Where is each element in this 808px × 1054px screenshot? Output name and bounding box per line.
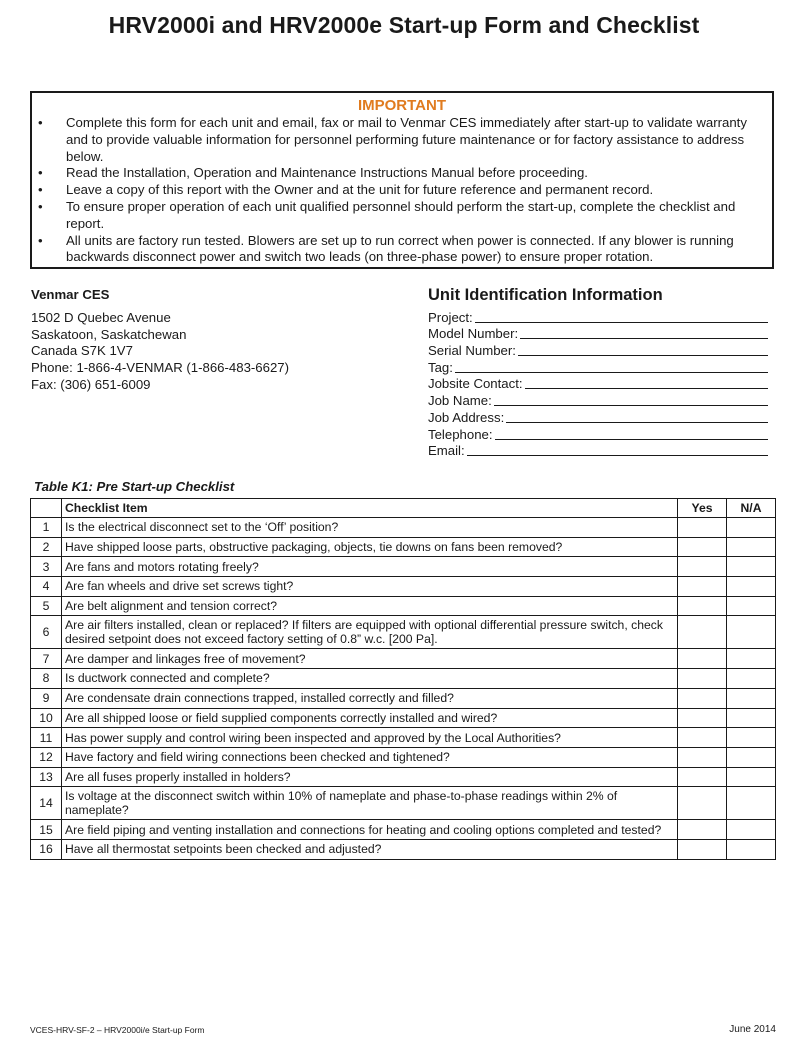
yes-cell[interactable] xyxy=(678,537,727,557)
row-number: 11 xyxy=(31,728,62,748)
unit-identification-section xyxy=(428,286,768,458)
row-item: Have factory and field wiring connections been checked and tightened? xyxy=(62,747,678,767)
na-cell[interactable] xyxy=(727,537,776,557)
row-number: 1 xyxy=(31,518,62,538)
yes-cell[interactable] xyxy=(678,787,727,820)
row-number: 5 xyxy=(31,596,62,616)
tag-field[interactable] xyxy=(428,358,768,375)
row-item: Are belt alignment and tension correct? xyxy=(62,596,678,616)
company-city: Saskatoon, Saskatchewan xyxy=(31,326,187,342)
row-item: Is the electrical disconnect set to the ‘Off’ position? xyxy=(62,518,678,538)
na-cell[interactable] xyxy=(727,839,776,859)
row-number: 14 xyxy=(31,787,62,820)
row-number: 13 xyxy=(31,767,62,787)
yes-cell[interactable] xyxy=(678,767,727,787)
na-cell[interactable] xyxy=(727,669,776,689)
job-name-label: Job Name: xyxy=(428,393,492,409)
yes-cell[interactable] xyxy=(678,649,727,669)
row-number: 9 xyxy=(31,688,62,708)
tag-label: Tag: xyxy=(428,359,453,375)
company-street: 1502 D Quebec Avenue xyxy=(31,309,171,325)
yes-cell[interactable] xyxy=(678,518,727,538)
yes-cell[interactable] xyxy=(678,747,727,767)
na-cell[interactable] xyxy=(727,596,776,616)
na-cell[interactable] xyxy=(727,747,776,767)
na-cell[interactable] xyxy=(727,649,776,669)
row-number: 10 xyxy=(31,708,62,728)
header-na: N/A xyxy=(727,499,776,518)
table-row xyxy=(31,518,776,538)
row-number: 16 xyxy=(31,839,62,859)
row-item: Are fan wheels and drive set screws tight? xyxy=(62,577,678,597)
important-bullet-list xyxy=(32,115,772,266)
na-cell[interactable] xyxy=(727,557,776,577)
row-number: 12 xyxy=(31,747,62,767)
important-bullet: • To ensure proper operation of each unit qualified personnel should perform the start-up, complete the checklist and report. xyxy=(66,199,756,233)
header-number xyxy=(31,499,62,518)
table-row xyxy=(31,616,776,649)
job-address-input-line[interactable] xyxy=(506,410,768,423)
row-number: 6 xyxy=(31,616,62,649)
model-number-label: Model Number: xyxy=(428,326,519,342)
table-row xyxy=(31,669,776,689)
important-bullet: • Leave a copy of this report with the Owner and at the unit for future reference and permanent record. xyxy=(66,182,756,199)
row-number: 8 xyxy=(31,669,62,689)
na-cell[interactable] xyxy=(727,767,776,787)
serial-number-input-line[interactable] xyxy=(518,343,768,356)
yes-cell[interactable] xyxy=(678,688,727,708)
row-item: Is voltage at the disconnect switch within 10% of nameplate and phase-to-phase readings within 2% of nameplate? xyxy=(62,787,678,820)
company-phone: Phone: 1-866-4-VENMAR (1-866-483-6627) xyxy=(31,360,290,376)
row-number: 7 xyxy=(31,649,62,669)
tag-input-line[interactable] xyxy=(455,360,768,373)
company-address-block xyxy=(31,287,289,394)
yes-cell[interactable] xyxy=(678,820,727,840)
na-cell[interactable] xyxy=(727,728,776,748)
table-header-row xyxy=(31,499,776,518)
company-postal: Canada S7K 1V7 xyxy=(31,343,133,359)
pre-startup-checklist-table xyxy=(30,498,776,860)
email-input-line[interactable] xyxy=(467,443,768,456)
page-title: HRV2000i and HRV2000e Start-up Form and Checklist xyxy=(108,12,700,38)
model-number-input-line[interactable] xyxy=(520,326,768,339)
header-yes: Yes xyxy=(678,499,727,518)
important-bullet: • All units are factory run tested. Blowers are set up to run correct when power is connected. If any blower is running backwards disconnect power and switch two leads (on three-phase power) to ensure proper rotation. xyxy=(66,233,756,267)
project-label: Project: xyxy=(428,309,473,325)
table-row xyxy=(31,577,776,597)
table-row xyxy=(31,688,776,708)
na-cell[interactable] xyxy=(727,577,776,597)
email-field[interactable] xyxy=(428,442,768,459)
yes-cell[interactable] xyxy=(678,557,727,577)
row-item: Are field piping and venting installation and connections for heating and cooling options completed and tested? xyxy=(62,820,678,840)
yes-cell[interactable] xyxy=(678,708,727,728)
unit-identification-heading: Unit Identification Information xyxy=(428,286,663,304)
row-number: 3 xyxy=(31,557,62,577)
table-row xyxy=(31,787,776,820)
row-item: Has power supply and control wiring been inspected and approved by the Local Authorities? xyxy=(62,728,678,748)
important-bullet: • Complete this form for each unit and email, fax or mail to Venmar CES immediately after start-up to validate warranty and to provide valuable information for personnel performing future maintenance or for factory assistance to address below. xyxy=(66,115,756,165)
yes-cell[interactable] xyxy=(678,728,727,748)
company-name: Venmar CES xyxy=(31,287,110,302)
table-row xyxy=(31,537,776,557)
yes-cell[interactable] xyxy=(678,839,727,859)
table-row xyxy=(31,839,776,859)
row-item: Are all fuses properly installed in holders? xyxy=(62,767,678,787)
serial-number-label: Serial Number: xyxy=(428,343,516,359)
yes-cell[interactable] xyxy=(678,577,727,597)
table-row xyxy=(31,557,776,577)
row-item: Are condensate drain connections trapped, installed correctly and filled? xyxy=(62,688,678,708)
yes-cell[interactable] xyxy=(678,596,727,616)
row-number: 2 xyxy=(31,537,62,557)
footer-date: June 2014 xyxy=(729,1024,776,1035)
email-label: Email: xyxy=(428,443,465,459)
job-address-label: Job Address: xyxy=(428,409,505,425)
footer-document-id: VCES-HRV-SF-2 – HRV2000i/e Start-up Form xyxy=(30,1025,205,1035)
yes-cell[interactable] xyxy=(678,616,727,649)
serial-number-field[interactable] xyxy=(428,341,768,358)
table-row xyxy=(31,708,776,728)
model-number-field[interactable] xyxy=(428,325,768,342)
table-caption: Table K1: Pre Start-up Checklist xyxy=(34,479,235,494)
na-cell[interactable] xyxy=(727,820,776,840)
jobsite-contact-field[interactable] xyxy=(428,375,768,392)
project-input-line[interactable] xyxy=(475,310,768,323)
row-number: 15 xyxy=(31,820,62,840)
jobsite-contact-label: Jobsite Contact: xyxy=(428,376,523,392)
row-item: Are air filters installed, clean or replaced? If filters are equipped with optional differential pressure switch, check desired setpoint does not exceed factory setting of 0.8” w.c. [200 Pa]. xyxy=(62,616,678,649)
important-heading: IMPORTANT xyxy=(357,97,447,114)
telephone-field[interactable] xyxy=(428,425,768,442)
important-bullet: • Read the Installation, Operation and Maintenance Instructions Manual before proceeding. xyxy=(66,165,756,182)
row-item: Have all thermostat setpoints been checked and adjusted? xyxy=(62,839,678,859)
table-row xyxy=(31,649,776,669)
project-field[interactable] xyxy=(428,308,768,325)
table-row xyxy=(31,596,776,616)
na-cell[interactable] xyxy=(727,616,776,649)
job-address-field[interactable] xyxy=(428,408,768,425)
table-row xyxy=(31,820,776,840)
table-row xyxy=(31,767,776,787)
row-item: Are damper and linkages free of movement? xyxy=(62,649,678,669)
row-number: 4 xyxy=(31,577,62,597)
telephone-input-line[interactable] xyxy=(495,427,768,440)
job-name-field[interactable] xyxy=(428,391,768,408)
na-cell[interactable] xyxy=(727,688,776,708)
row-item: Is ductwork connected and complete? xyxy=(62,669,678,689)
company-fax: Fax: (306) 651-6009 xyxy=(31,376,151,392)
row-item: Are fans and motors rotating freely? xyxy=(62,557,678,577)
telephone-label: Telephone: xyxy=(428,426,493,442)
row-item: Have shipped loose parts, obstructive packaging, objects, tie downs on fans been removed? xyxy=(62,537,678,557)
table-row xyxy=(31,728,776,748)
yes-cell[interactable] xyxy=(678,669,727,689)
row-item: Are all shipped loose or field supplied components correctly installed and wired? xyxy=(62,708,678,728)
na-cell[interactable] xyxy=(727,787,776,820)
table-row xyxy=(31,747,776,767)
job-name-input-line[interactable] xyxy=(494,393,768,406)
na-cell[interactable] xyxy=(727,518,776,538)
jobsite-contact-input-line[interactable] xyxy=(525,376,768,389)
header-checklist-item: Checklist Item xyxy=(62,499,678,518)
na-cell[interactable] xyxy=(727,708,776,728)
important-notice-box xyxy=(30,91,774,269)
